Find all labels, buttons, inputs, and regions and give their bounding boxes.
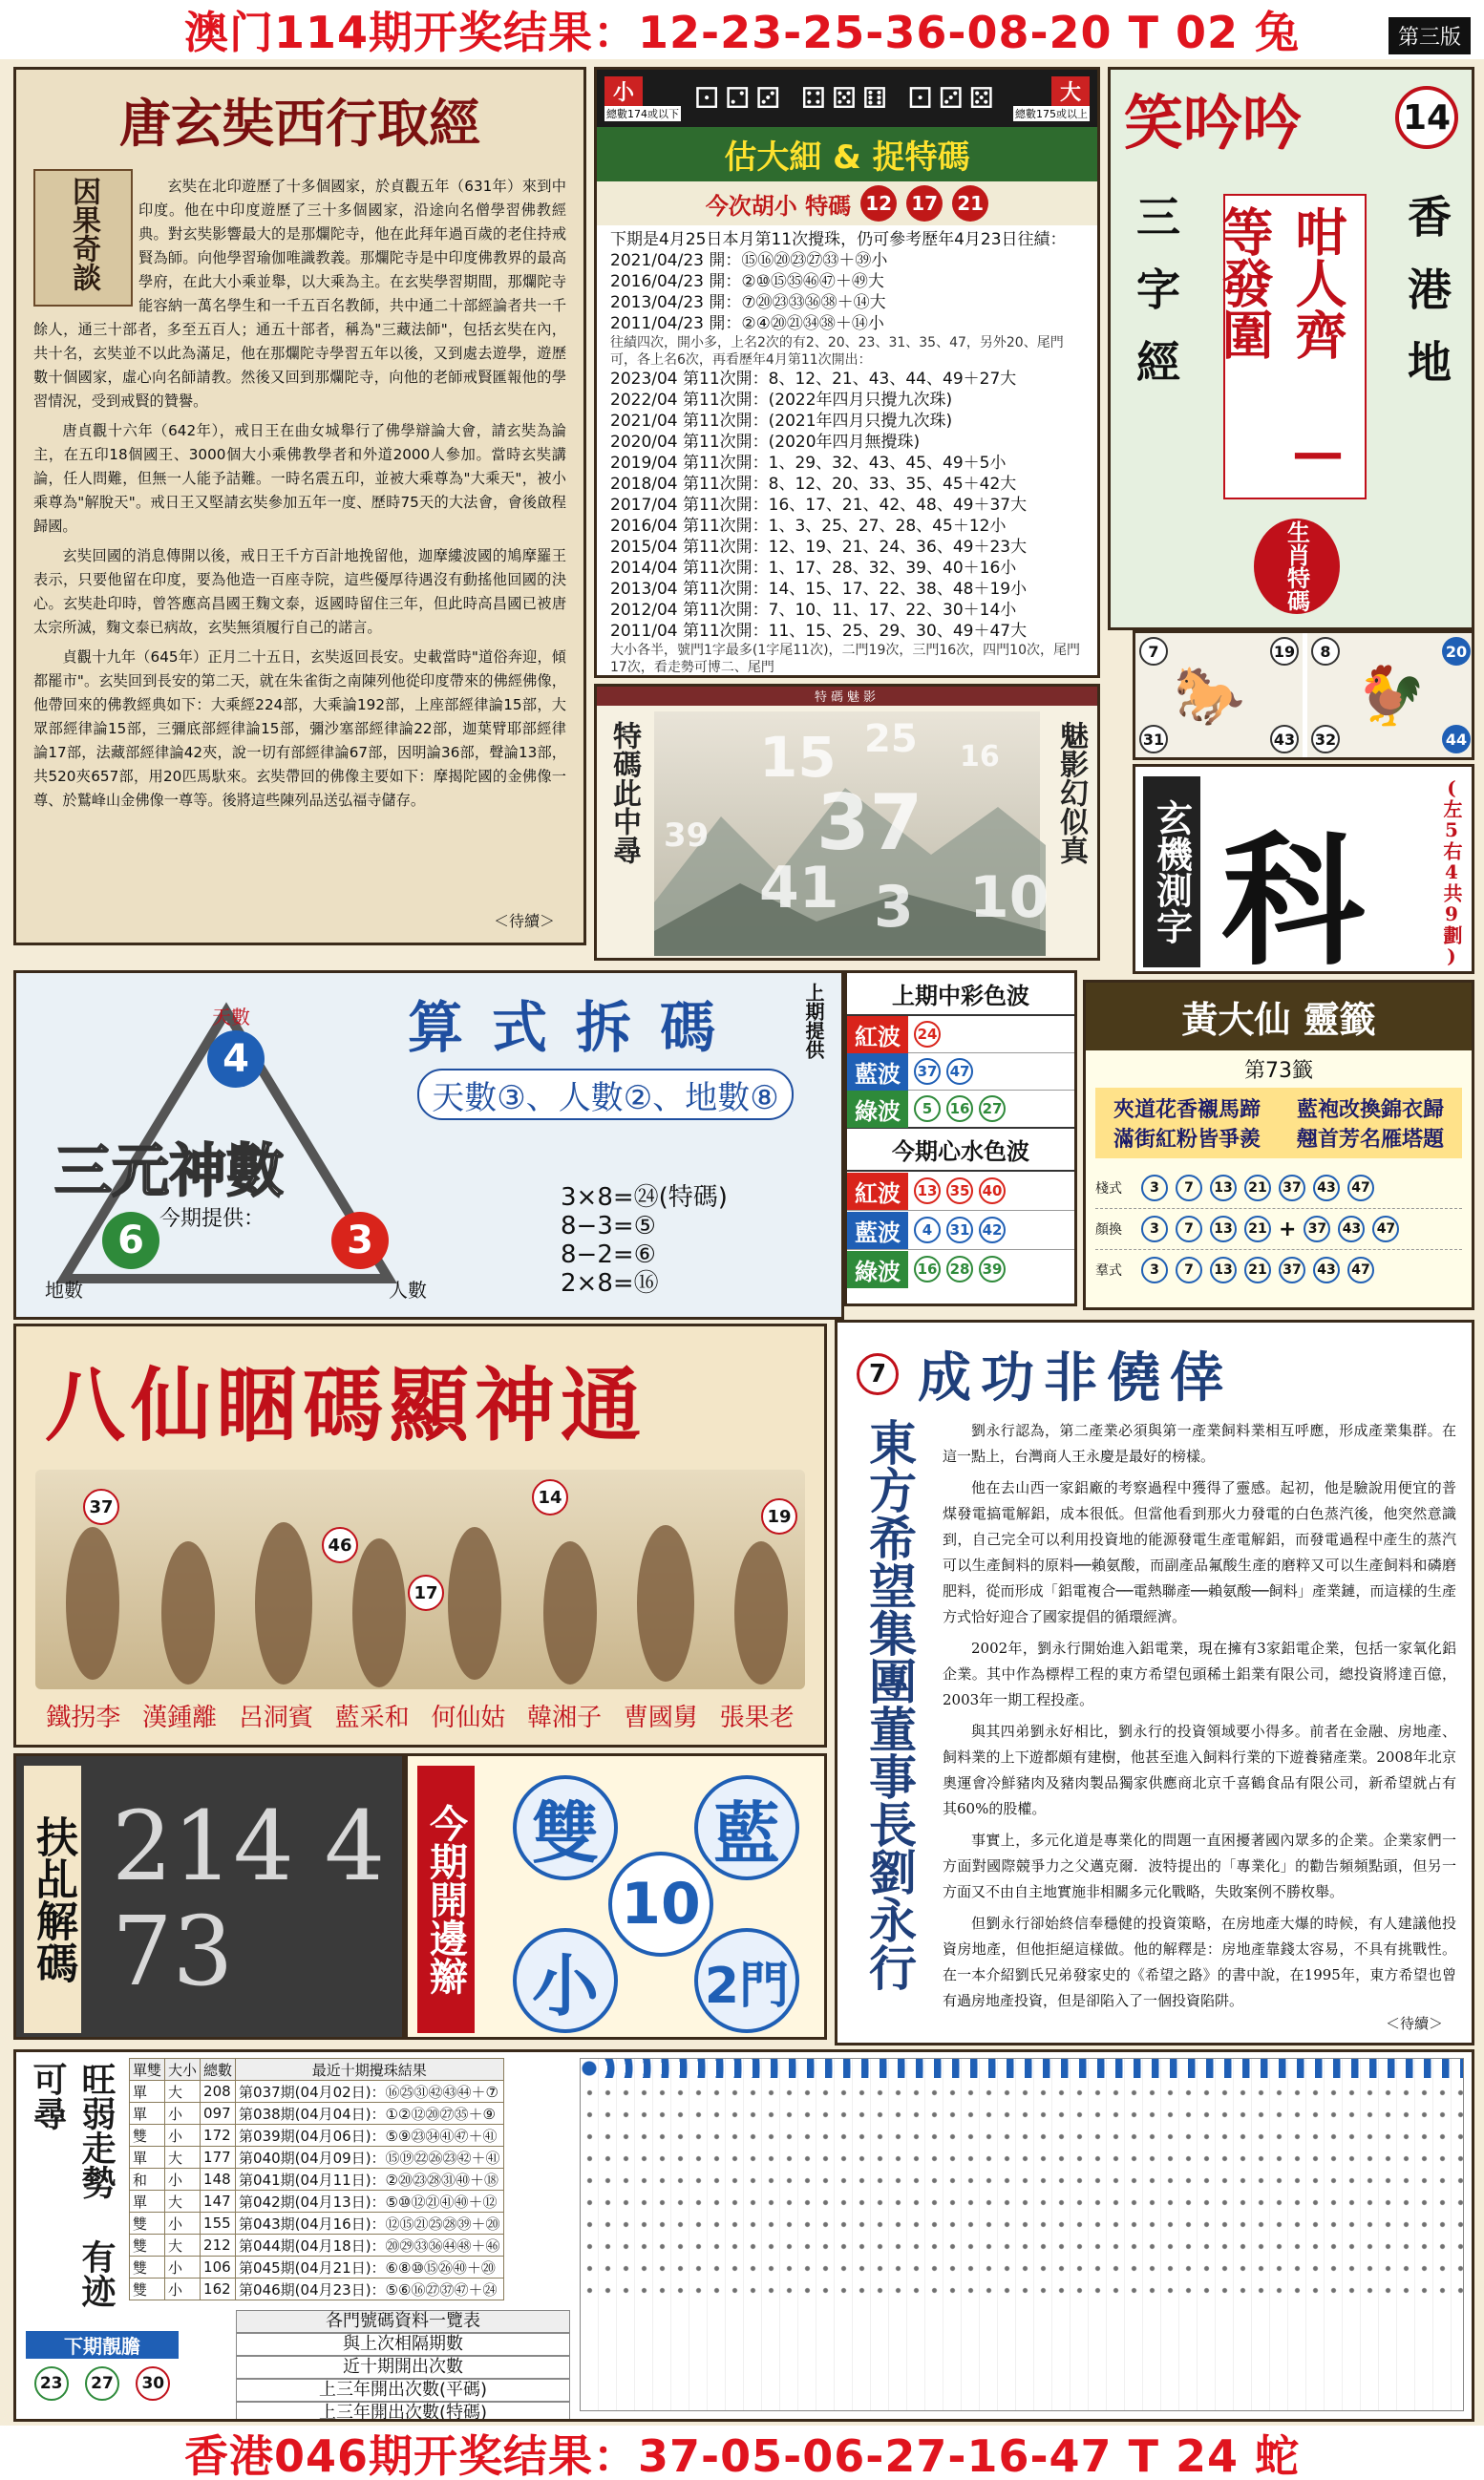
horse-icon: 🐎	[1174, 663, 1245, 730]
cell: 212	[201, 2235, 236, 2257]
poem3-issue: 14	[1395, 86, 1458, 149]
guess-dated-row: 2021/04/23 開：⑮⑯⑳㉓㉗㉝＋㊴小	[610, 251, 888, 270]
zodiac-animals	[1133, 630, 1474, 760]
history-row: 2022/04 第11次開：(2022年四月只攪九次珠)	[610, 391, 953, 410]
wong-ball: 37	[1304, 1216, 1330, 1242]
success-paragraph: 他在去山西一家鋁廠的考察過程中獲得了靈感。起初，他是驗說用便宜的普煤發電搞電解鋁，成本很低。但當他看到那火力發電的白色蒸汽後，他突然意識到，自己完全可以利用投資地的能源發電生產電解鋁，而發電過程中產生的蒸汽可以生產飼料的原料──賴氨酸，而副產品氟酸生產的磨粹又可以生產飼料和磷磨肥料，從而形成「鋁電複合──電熱聯產──賴氨酸──飼料」產業鏈，而這樣的生產方式恰好迎合了國家提倡的循環經濟。	[943, 1479, 1456, 1625]
landscape-painting	[654, 711, 1049, 950]
painting-num: 41	[759, 855, 839, 922]
wave-row-blue	[847, 1211, 1074, 1250]
history-row: 2023/04 第11次開：8、12、21、43、44、49＋27大	[610, 370, 1017, 389]
painting-border: 特碼魅影	[597, 687, 1097, 706]
cell: 單	[130, 2103, 165, 2125]
animal-num: 8	[1311, 637, 1340, 666]
big-label: 大	[1051, 76, 1090, 106]
wave-ball: 27	[979, 1095, 1006, 1122]
cell: 147	[201, 2191, 236, 2213]
cell: 雙	[130, 2257, 165, 2279]
badge-spacer	[33, 175, 138, 308]
wave-ball: 5	[914, 1095, 941, 1122]
immortal-names	[35, 1698, 805, 1733]
next-pick	[26, 2331, 179, 2417]
eight-panel	[13, 1324, 827, 1748]
bottom-result-banner	[0, 2426, 1484, 2480]
footer-row: 上三年開出次數(特碼)	[236, 2402, 570, 2422]
table-row	[130, 2235, 504, 2257]
wong-row	[1095, 1250, 1462, 1290]
cell: 雙	[130, 2213, 165, 2235]
guess-panel	[594, 67, 1100, 678]
immortal-name: 藍采和	[334, 1704, 410, 1732]
painting-num: 39	[664, 816, 710, 855]
wave-ball: 40	[979, 1177, 1006, 1204]
word-riddle-panel	[1133, 764, 1474, 974]
painting-panel	[594, 684, 1100, 961]
cell: 172	[201, 2125, 236, 2147]
wave-ball: 39	[979, 1256, 1006, 1282]
wave-label: 藍波	[847, 1053, 908, 1091]
immortal-name: 呂洞賓	[238, 1704, 313, 1732]
immortal-name: 鐵拐李	[46, 1704, 121, 1732]
wong-lot: 第73籤	[1244, 1059, 1313, 1083]
immortal-name: 曹國舅	[623, 1704, 698, 1732]
cell: 第045期(04月21日)：⑥⑧⑩⑮㉖㊵＋⑳	[236, 2257, 504, 2279]
cell: 雙	[130, 2279, 165, 2300]
success-paragraph: 但劉永行卻始終信奉穩健的投資策略，在房地產大爆的時候，有人建議他投資房地產，但他拒絕這樣做。他的解釋是：房地產靠錢太容易，不具有挑戰性。在一本介紹劉氏兄弟發家史的《希望之路》的書中說，在1995年，東方希望也曾有過房地產投資，但是卻陷入了一個投資陷阱。	[943, 1915, 1456, 2009]
wave-ball: 4	[914, 1217, 941, 1243]
history-row: 2011/04 第11次開：11、15、25、29、30、49＋47大	[610, 622, 1028, 641]
table-row	[130, 2279, 504, 2300]
success-footer: ＜待續＞	[1385, 2015, 1443, 2032]
pick-c: 小	[513, 1928, 618, 2033]
wave-label: 綠波	[847, 1251, 908, 1288]
wave-ball: 13	[914, 1177, 941, 1204]
pick-ball: 12	[860, 185, 897, 222]
cell: 097	[201, 2103, 236, 2125]
cell: 第038期(04月04日)：①②⑫⑳㉗㉟＋⑨	[236, 2103, 504, 2125]
history-row: 2016/04 第11次開：1、3、25、27、28、45＋12小	[610, 517, 1007, 536]
immortal-name: 韓湘子	[527, 1704, 603, 1732]
equation: 8−3=⑤	[561, 1212, 656, 1240]
cell: 106	[201, 2257, 236, 2279]
wave-label: 綠波	[847, 1091, 908, 1128]
number-grid	[580, 2058, 1464, 2411]
grid-header-balls	[581, 2059, 1463, 2078]
painting-num: 3	[874, 874, 914, 941]
zodiac-badge: 生肖特碼	[1254, 519, 1340, 614]
guess-dated-row: 2013/04/23 開：⑦⑳㉓㉝㊱㊳＋⑭大	[610, 293, 886, 312]
cell: 第040期(04月09日)：⑮⑲㉒㉖㉓㊷＋㊶	[236, 2147, 504, 2169]
riddle-title: 玄機測字	[1143, 776, 1200, 967]
history-row: 2013/04 第11次開：14、15、17、22、38、48＋19小	[610, 580, 1028, 599]
painting-left-caption: 特碼此中尋	[607, 721, 641, 864]
guess-dated-row: 2011/04/23 開：②④⑳㉑㉞㊳＋⑭小	[610, 314, 884, 333]
wave-ball: 28	[946, 1256, 973, 1282]
animal-num: 32	[1311, 725, 1340, 753]
pick-ball: 21	[952, 185, 988, 222]
animal-num: 20	[1442, 637, 1471, 666]
header-cell: 單雙	[130, 2059, 165, 2081]
formula-panel	[13, 970, 844, 1320]
small-block	[604, 76, 681, 121]
story-paragraph: 玄奘在北印遊歷了十多個國家，於貞觀五年（631年）來到中印度。他在中印度遊歷了三十多個國家，沿途向名僧學習佛教經典。對玄奘影響最大的是那爛陀寺，他在此拜年過百歲的老住持戒賢為師。向他學習瑜伽唯識教義。那爛陀寺是中印度佛教界的最高學府，在此大小乘並舉，以大乘為主。在玄奘學習期間，那爛陀寺能容納一萬名學生和一千五百名教師，共中通二十部經論者共一千餘人，通三十部者，多至五百人；通五十部者，稱為"三藏法師"，包括玄奘在內，共十名，玄奘並不以此為滿足，他在那爛陀寺學習五年以後，又到處去遊學，遊歷數十個國家，虛心向名師請教。然後又回到那爛陀寺，向他的老師戒賢匯報他的學習情況，受到戒賢的贊譽。	[33, 178, 566, 410]
wong-ball: 47	[1347, 1257, 1374, 1283]
big-note: 總數175或以上	[1015, 107, 1088, 120]
painting-right-caption: 魅影幻似真	[1054, 721, 1088, 864]
wave-label: 紅波	[847, 1173, 908, 1210]
equation: 3×8=㉔(特碼)	[561, 1183, 728, 1212]
wave-ball: 42	[979, 1217, 1006, 1243]
story-title: 唐玄奘西行取經	[119, 93, 480, 154]
wong-poem-line: 夾道花香襯馬蹄	[1113, 1097, 1261, 1122]
animal-num: 31	[1139, 725, 1168, 753]
story-paragraph: 唐貞觀十六年（642年），戒日王在曲女城舉行了佛學辯論大會，請玄奘為論主，在五印18個國王、3000個大小乘佛教學者和外道2000人參加。當時玄奘講論，任人問難，但無一人能予詰難。一時名震五印，並被大乘尊為"大乘天"，被小乘尊為"解脫天"。戒日王又堅請玄奘參加五年一度、歷時75天的大法會，會後啟程歸國。	[33, 422, 566, 535]
cell: 第043期(04月16日)：⑫⑮㉑㉕㉘㊴＋⑳	[236, 2213, 504, 2235]
footer-rows	[236, 2310, 570, 2422]
history-row: 2021/04 第11次開：(2021年四月只攪九次珠)	[610, 412, 953, 431]
wong-row	[1095, 1168, 1462, 1209]
cell: 148	[201, 2169, 236, 2191]
cell: 第046期(04月23日)：⑤⑥⑯㉗㊲㊼＋㉔	[236, 2279, 504, 2300]
history-table	[129, 2058, 504, 2300]
formula-side-note: 上期提供	[802, 983, 825, 1059]
success-title: 成功非僥倖	[918, 1346, 1233, 1410]
story-body	[33, 175, 566, 904]
wong-ball: 7	[1176, 1175, 1202, 1201]
success-panel	[835, 1320, 1474, 2045]
cell: 177	[201, 2147, 236, 2169]
immortal-num: 37	[83, 1489, 119, 1525]
story-paragraph: 貞觀十九年（645年）正月二十五日，玄奘返回長安。史載當時"道俗奔迎，傾都罷市"。玄奘回到長安的第二天，就在朱雀街之南陳列他從印度帶來的佛經佛像，他帶回來的佛教經典如下：大乘經224部，大乘論192部，上座部經律論15部，大眾部經律論15部，三彌底部經律論15部，彌沙塞部經律論22部，迦葉臂耶部經律論17部，法藏部經律論42夾，說一切有部經律論67部，因明論36部，聲論13部，共520夾657部，用20匹馬馱來。玄奘帶回的佛像主要如下：摩揭陀國的金佛像一尊、於鷲峰山金佛像一尊等。後將這些陳列品送弘福寺儲存。	[33, 648, 566, 809]
tri-title: 三元神數	[54, 1138, 284, 1205]
painting-num: 16	[960, 740, 1000, 774]
header-cell: 大小	[165, 2059, 201, 2081]
painting-num: 15	[759, 725, 837, 790]
story-paragraph: 玄奘回國的消息傳開以後，戒日王千方百計地挽留他，迦摩縷波國的鳩摩羅王表示，只要他留在印度，要為他造一百座寺院，這些優厚待遇沒有動搖他回國的決心。玄奘赴印時，曾答應高昌國王麴文泰，返國時留住三年，但此時高昌國已被唐太宗所滅，麴文泰已病故，玄奘無須履行自己的諾言。	[33, 547, 566, 636]
cell: 單	[130, 2081, 165, 2103]
wave-ball: 31	[946, 1217, 973, 1243]
guess-dated-row: 2016/04/23 開：②⑩⑮㉟㊻㊼＋㊾大	[610, 272, 884, 291]
top-result-text: 澳门114期开奖结果：12-23-25-36-08-20 T 02 兔	[184, 7, 1300, 58]
wong-ball: 21	[1244, 1216, 1271, 1242]
poem3-panel	[1108, 67, 1474, 630]
wong-ball: 3	[1141, 1257, 1168, 1283]
cell: 雙	[130, 2235, 165, 2257]
table-row	[130, 2169, 504, 2191]
dice-icons: ⚀⚁⚂ ⚃⚄⚅ ⚀⚂⚄	[694, 81, 1000, 116]
animal-num: 7	[1139, 637, 1168, 666]
tri-sub: 今期提供：	[159, 1207, 265, 1231]
equation: 8−2=⑥	[561, 1240, 656, 1269]
horse-image	[1135, 633, 1303, 757]
poem3-center: 咁人齊 — 等發圍	[1223, 194, 1367, 499]
formula-header	[408, 983, 744, 1063]
edition-label: 第三版	[1389, 17, 1471, 54]
story-panel	[13, 67, 586, 945]
table-row	[130, 2147, 504, 2169]
wong-ball: 21	[1244, 1257, 1271, 1283]
header-cell: 總數	[201, 2059, 236, 2081]
history-row: 2014/04 第11次開：1、17、28、32、39、40＋16小	[610, 559, 1017, 578]
animal-num: 19	[1270, 637, 1299, 666]
fuji-panel	[13, 1753, 405, 2040]
pick-ball: 17	[906, 185, 943, 222]
history-row: 2012/04 第11次開：7、10、11、17、22、30＋14小	[610, 601, 1017, 620]
next-balls	[26, 2366, 179, 2401]
wong-poem-line: 翹首芳名雁塔題	[1296, 1127, 1444, 1152]
wave-ball: 35	[946, 1177, 973, 1204]
wave-ball: 37	[914, 1058, 941, 1085]
success-paragraph: 與其四弟劉永好相比，劉永行的投資領域要小得多。前者在金融、房地產、飼料業的上下遊都頗有建樹，他甚至進入飼料行業的下遊養豬產業。2008年北京奧運會冷鮮豬肉及豬肉製品獨家供應商北京千喜鶴食品有限公司，新希望就占有其60%的股權。	[943, 1723, 1456, 1817]
cell: 第039期(04月06日)：⑤⑨㉓㉞㊶㊼＋㊶	[236, 2125, 504, 2147]
fuji-nums: 214 473	[112, 1791, 386, 2007]
wong-ball: 3	[1141, 1216, 1168, 1242]
dice-strip	[597, 70, 1097, 127]
formula-summary: 天數③、人數②、地數⑧	[417, 1069, 794, 1120]
immortal-name: 何仙姑	[431, 1704, 506, 1732]
waves-this-title: 今期心水色波	[847, 1129, 1074, 1172]
next-ball: 27	[85, 2366, 119, 2401]
footer-row: 各門號碼資料一覽表	[236, 2310, 570, 2333]
guess-note: 往績四次，開小多，上名2次的有2、20、23、31、35、47，另外20、尾門可，各上名6次，再看歷年4月第11次開出：	[610, 335, 1064, 368]
guess-note	[610, 676, 1084, 678]
immortal-name: 張果老	[719, 1704, 795, 1732]
wave-ball: 16	[914, 1256, 941, 1282]
wave-ball: 47	[946, 1058, 973, 1085]
top-result-banner	[0, 0, 1484, 59]
eight-title: 八仙睏碼顯神通	[45, 1358, 647, 1452]
wong-poem	[1095, 1088, 1462, 1158]
cell: 小	[165, 2213, 201, 2235]
equation: 2×8=⑯	[561, 1269, 659, 1298]
trend-left-title: 旺弱走勢 有迹可尋	[28, 2062, 117, 2308]
grid-dots	[581, 2082, 1463, 2301]
wong-row-label: 棧式	[1095, 1181, 1122, 1197]
history-row: 2019/04 第11次開：1、29、32、43、45、49＋5小	[610, 454, 1007, 473]
cell: 162	[201, 2279, 236, 2300]
wong-ball: 43	[1313, 1257, 1340, 1283]
cell: 小	[165, 2169, 201, 2191]
cell: 單	[130, 2147, 165, 2169]
cell: 單	[130, 2191, 165, 2213]
table-row	[130, 2103, 504, 2125]
size-pick-title: 今期開邊辮	[417, 1766, 475, 2033]
history-row: 2015/04 第11次開：12、19、21、24、36、49＋23大	[610, 538, 1028, 557]
painting-num: 25	[864, 717, 918, 761]
cell: 和	[130, 2169, 165, 2191]
wave-label: 藍波	[847, 1212, 908, 1249]
wong-row-label: 顏換	[1095, 1222, 1122, 1238]
waves-panel	[844, 970, 1077, 1306]
next-ball: 30	[136, 2366, 170, 2401]
wong-poem-line: 滿街紅粉皆爭羨	[1113, 1127, 1261, 1152]
guess-intro: 下期是4月25日本月第11次攪珠，仍可參考歷年4月23日往績：	[610, 230, 1067, 249]
fuji-title: 扶乩解碼	[24, 1766, 81, 2033]
success-header	[837, 1323, 1472, 1426]
next-title: 下期靚膽	[26, 2331, 179, 2359]
cell: 大	[165, 2235, 201, 2257]
pick-n: 10	[608, 1852, 713, 1957]
success-num: 7	[857, 1353, 899, 1395]
riddle-char: 科	[1221, 817, 1366, 974]
wave-row-blue	[847, 1053, 1074, 1091]
table-row	[130, 2213, 504, 2235]
pick-label: 今次胡小 特碼	[705, 192, 852, 220]
immortal-num: 17	[408, 1575, 444, 1611]
cell: 208	[201, 2081, 236, 2103]
animal-num: 43	[1270, 725, 1299, 753]
immortal-num: 19	[761, 1498, 797, 1535]
success-paragraph: 2002年，劉永行開始進入鋁電業，現在擁有3家鋁電企業，包括一家氧化鋁企業。其中作為標桿工程的東方希望包頭稀土鋁業有限公司，總投資將達百億，2003年一期工程投產。	[943, 1640, 1456, 1708]
table-row	[130, 2191, 504, 2213]
footer-row: 上三年開出次數(平碼)	[236, 2379, 570, 2402]
wave-label: 紅波	[847, 1016, 908, 1053]
cell: 第037期(04月02日)：⑯㉕㉛㊷㊸㊹＋⑦	[236, 2081, 504, 2103]
footer-row: 與上次相隔期數	[236, 2333, 570, 2356]
small-note: 總數174或以下	[606, 107, 679, 120]
trend-panel	[13, 2049, 1474, 2422]
wave-row-red	[847, 1172, 1074, 1211]
wong-ball: 21	[1244, 1175, 1271, 1201]
immortals-image	[35, 1470, 805, 1689]
guess-body	[597, 225, 1097, 678]
wong-ball: 7	[1176, 1216, 1202, 1242]
footer-row: 近十期開出次數	[236, 2356, 570, 2379]
wong-ball: 37	[1279, 1175, 1305, 1201]
size-pick-panel	[405, 1753, 827, 2040]
wave-ball: 24	[914, 1021, 941, 1048]
next-ball: 23	[34, 2366, 69, 2401]
human-num: 3	[331, 1212, 389, 1269]
big-block	[1013, 76, 1090, 121]
wong-poem-line: 藍袍改換錦衣歸	[1296, 1097, 1444, 1122]
guess-note: 大小各半，號門1字最多(1字尾11次)，二門19次，三門16次，四門10次，尾門17次，看走勢可博二、尾門	[610, 643, 1080, 675]
story-badge-text: 因果奇談	[67, 177, 100, 291]
cell: 小	[165, 2125, 201, 2147]
rooster-icon: 🐓	[1355, 663, 1427, 730]
guess-picks	[597, 181, 1097, 225]
wong-row	[1095, 1209, 1462, 1250]
wong-title: 黃大仙 靈籤	[1086, 983, 1472, 1050]
wong-ball: 7	[1176, 1257, 1202, 1283]
cell: 雙	[130, 2125, 165, 2147]
cell: 小	[165, 2257, 201, 2279]
history-header	[130, 2059, 504, 2081]
table-row	[130, 2125, 504, 2147]
success-paragraph: 劉永行認為，第二產業必須與第一產業飼料業相互呼應，形成產業集群。在這一點上，台灣商人王永慶是最好的榜樣。	[943, 1422, 1456, 1465]
wong-ball: 43	[1338, 1216, 1365, 1242]
wave-row-green	[847, 1250, 1074, 1288]
wong-ball: 43	[1313, 1175, 1340, 1201]
wong-ball: 3	[1141, 1175, 1168, 1201]
painting-num: 37	[816, 778, 923, 867]
cell: 大	[165, 2191, 201, 2213]
wave-ball: 16	[946, 1095, 973, 1122]
story-footer: ＜待續＞	[493, 912, 555, 930]
painting-num: 10	[969, 864, 1049, 931]
poem3-left-col: 三字經	[1130, 194, 1181, 412]
pick-a: 雙	[513, 1775, 618, 1880]
guess-title: 估大細 & 捉特碼	[597, 127, 1097, 181]
human-label: 人數	[389, 1279, 427, 1302]
bottom-result-text: 香港046期开奖结果：37-05-06-27-16-47 T 24 蛇	[184, 2429, 1300, 2480]
wong-ball: 13	[1210, 1216, 1237, 1242]
cell: 第041期(04月11日)：②⑳㉓㉘㉛㊵＋⑱	[236, 2169, 504, 2191]
success-side-title: 東方希望集團董事長劉永行	[861, 1418, 918, 1991]
cell: 第044期(04月18日)：⑳㉙㉝㊱㊹㊽＋㊻	[236, 2235, 504, 2257]
wong-row-label: 羣式	[1095, 1263, 1122, 1279]
wong-ball: 13	[1210, 1257, 1237, 1283]
header-cell: 最近十期攪珠結果	[236, 2059, 504, 2081]
small-label: 小	[604, 76, 643, 106]
wave-row-red	[847, 1016, 1074, 1053]
cell: 小	[165, 2279, 201, 2300]
poem3-header	[1111, 70, 1472, 165]
heaven-num: 4	[207, 1030, 265, 1088]
immortal-name: 漢鍾離	[142, 1704, 218, 1732]
wong-ball: 13	[1210, 1175, 1237, 1201]
rooster-image	[1307, 633, 1474, 757]
heaven-label: 天數	[212, 1006, 250, 1028]
animal-num: 44	[1442, 725, 1471, 753]
history-row: 2020/04 第11次開：(2020年四月無攪珠)	[610, 433, 921, 452]
formula-header-text: 算式拆碼	[408, 995, 745, 1060]
equations	[561, 1183, 728, 1298]
cell: 第042期(04月13日)：⑤⑩⑫㉑㊶㊵＋⑫	[236, 2191, 504, 2213]
success-paragraph: 事實上，多元化道是專業化的問題一直困擾著國內眾多的企業。企業家們一方面對國際競爭力之父邁克爾．波特提出的「專業化」的勸告頻頻點頭，但另一方面又不由自主地實施非相關多元化戰略，失敗案例不勝枚舉。	[943, 1832, 1456, 1900]
earth-num: 6	[102, 1212, 159, 1269]
wong-ball: 47	[1347, 1175, 1374, 1201]
cell: 155	[201, 2213, 236, 2235]
poem3-right-col: 香港地	[1401, 194, 1452, 412]
wong-ball: 37	[1279, 1257, 1305, 1283]
cell: 大	[165, 2147, 201, 2169]
wave-row-green	[847, 1091, 1074, 1129]
immortal-num: 14	[532, 1479, 568, 1516]
pick-b: 藍	[694, 1775, 799, 1880]
wong-ball: 47	[1372, 1216, 1399, 1242]
immortal-num: 46	[322, 1527, 358, 1563]
riddle-hint: (左5右4共9劃)	[1440, 776, 1463, 967]
earth-label: 地數	[45, 1279, 83, 1302]
pick-d: 2門	[694, 1928, 799, 2033]
wong-op: +	[1279, 1217, 1297, 1241]
history-row: 2018/04 第11次開：8、12、20、33、35、45＋42大	[610, 475, 1017, 494]
poem3-brand: 笑吟吟	[1124, 87, 1303, 158]
wong-panel	[1083, 980, 1474, 1310]
cell: 小	[165, 2103, 201, 2125]
wong-rows	[1086, 1158, 1472, 1300]
waves-last-title: 上期中彩色波	[847, 973, 1074, 1016]
table-row	[130, 2257, 504, 2279]
table-row	[130, 2081, 504, 2103]
cell: 大	[165, 2081, 201, 2103]
history-row: 2017/04 第11次開：16、17、21、42、48、49＋37大	[610, 496, 1028, 515]
success-body	[943, 1418, 1456, 2009]
